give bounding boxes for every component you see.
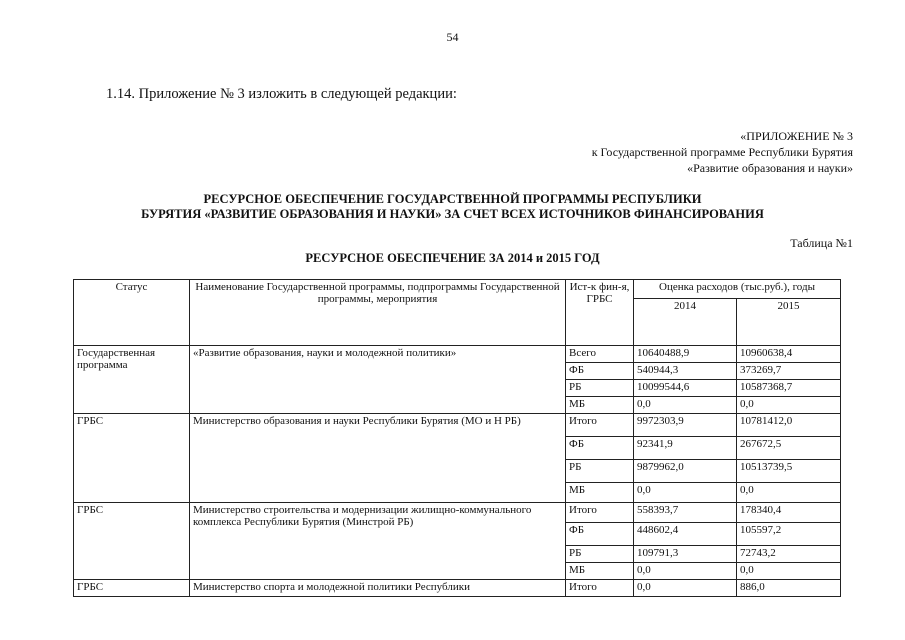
cell-2014: 109791,3 bbox=[634, 546, 737, 563]
document-heading-line-1: РЕСУРСНОЕ ОБЕСПЕЧЕНИЕ ГОСУДАРСТВЕННОЙ ПРОГРАММЫ РЕСПУБЛИКИ bbox=[203, 192, 702, 206]
cell-2015: 0,0 bbox=[737, 563, 841, 580]
cell-2015: 373269,7 bbox=[737, 363, 841, 380]
cell-status: Государственная программа bbox=[74, 346, 190, 414]
cell-2014: 9879962,0 bbox=[634, 460, 737, 483]
cell-2014: 10640488,9 bbox=[634, 346, 737, 363]
table-label: Таблица №1 bbox=[790, 236, 853, 250]
cell-2014: 0,0 bbox=[634, 397, 737, 414]
appendix-title: «ПРИЛОЖЕНИЕ № 3 bbox=[740, 129, 853, 143]
table-row bbox=[74, 346, 841, 363]
cell-status: ГРБС bbox=[74, 503, 190, 580]
table-header-row bbox=[74, 280, 841, 299]
cell-source: РБ bbox=[566, 380, 634, 397]
cell-name: Министерство спорта и молодежной политики Республики bbox=[190, 580, 566, 597]
cell-2015: 0,0 bbox=[737, 483, 841, 503]
intro-paragraph: 1.14. Приложение № 3 изложить в следующей редакции: bbox=[106, 86, 457, 102]
cell-2015: 267672,5 bbox=[737, 437, 841, 460]
cell-name: Министерство строительства и модернизации жилищно-коммунального комплекса Республики Бурятия (Минстрой РБ) bbox=[190, 503, 566, 580]
cell-2014: 0,0 bbox=[634, 483, 737, 503]
cell-2015: 72743,2 bbox=[737, 546, 841, 563]
cell-source: РБ bbox=[566, 546, 634, 563]
cell-2015: 10960638,4 bbox=[737, 346, 841, 363]
table-row bbox=[74, 580, 841, 597]
page-number: 54 bbox=[446, 30, 459, 44]
cell-status: ГРБС bbox=[74, 580, 190, 597]
cell-source: ФБ bbox=[566, 523, 634, 546]
header-status: Статус bbox=[74, 280, 190, 346]
cell-status: ГРБС bbox=[74, 414, 190, 503]
header-name: Наименование Государственной программы, подпрограммы Государственной программы, мероприятия bbox=[190, 280, 566, 346]
document-heading-line-2: БУРЯТИЯ «РАЗВИТИЕ ОБРАЗОВАНИЯ И НАУКИ» ЗА СЧЕТ ВСЕХ ИСТОЧНИКОВ ФИНАНСИРОВАНИЯ bbox=[141, 207, 764, 221]
header-source: Ист-к фин-я, ГРБС bbox=[566, 280, 634, 346]
cell-source: МБ bbox=[566, 563, 634, 580]
cell-source: ФБ bbox=[566, 363, 634, 380]
cell-2014: 92341,9 bbox=[634, 437, 737, 460]
cell-source: Итого bbox=[566, 503, 634, 523]
table-row bbox=[74, 414, 841, 437]
cell-2015: 0,0 bbox=[737, 397, 841, 414]
cell-2014: 540944,3 bbox=[634, 363, 737, 380]
cell-2015: 105597,2 bbox=[737, 523, 841, 546]
cell-2015: 10513739,5 bbox=[737, 460, 841, 483]
appendix-line-2: «Развитие образования и науки» bbox=[687, 161, 853, 175]
cell-2015: 10781412,0 bbox=[737, 414, 841, 437]
cell-2014: 0,0 bbox=[634, 580, 737, 597]
cell-2014: 9972303,9 bbox=[634, 414, 737, 437]
cell-source: МБ bbox=[566, 397, 634, 414]
cell-source: Всего bbox=[566, 346, 634, 363]
table-row bbox=[74, 503, 841, 523]
resource-table bbox=[73, 279, 841, 597]
cell-source: ФБ bbox=[566, 437, 634, 460]
header-costs: Оценка расходов (тыс.руб.), годы bbox=[634, 280, 841, 299]
cell-source: Итого bbox=[566, 580, 634, 597]
header-year-2015: 2015 bbox=[737, 299, 841, 346]
cell-source: Итого bbox=[566, 414, 634, 437]
cell-2015: 178340,4 bbox=[737, 503, 841, 523]
cell-2014: 558393,7 bbox=[634, 503, 737, 523]
cell-source: РБ bbox=[566, 460, 634, 483]
cell-2014: 448602,4 bbox=[634, 523, 737, 546]
cell-source: МБ bbox=[566, 483, 634, 503]
cell-2014: 0,0 bbox=[634, 563, 737, 580]
cell-2015: 886,0 bbox=[737, 580, 841, 597]
header-year-2014: 2014 bbox=[634, 299, 737, 346]
cell-name: «Развитие образования, науки и молодежной политики» bbox=[190, 346, 566, 414]
cell-name: Министерство образования и науки Республики Бурятия (МО и Н РБ) bbox=[190, 414, 566, 503]
cell-2014: 10099544,6 bbox=[634, 380, 737, 397]
appendix-line-1: к Государственной программе Республики Бурятия bbox=[591, 145, 853, 159]
table-subheading: РЕСУРСНОЕ ОБЕСПЕЧЕНИЕ ЗА 2014 и 2015 ГОД bbox=[305, 251, 600, 265]
table-body bbox=[74, 346, 841, 597]
cell-2015: 10587368,7 bbox=[737, 380, 841, 397]
